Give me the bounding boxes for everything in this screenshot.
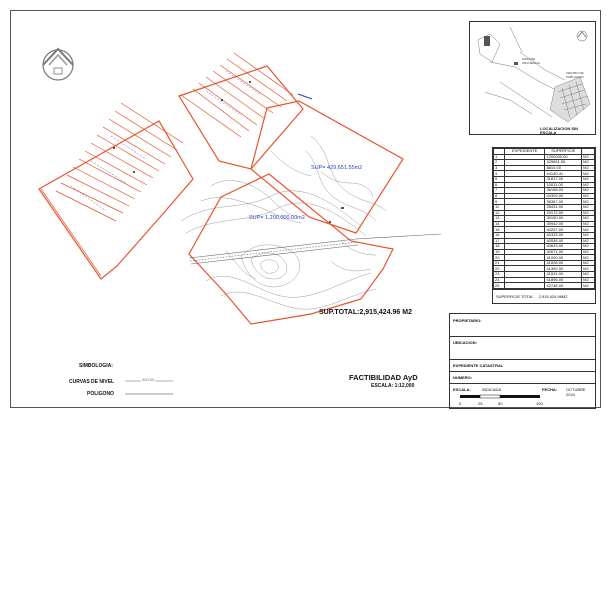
legend-curvas-sample: 500.00	[142, 377, 155, 382]
table-cell: 2	[494, 160, 505, 166]
table-cell: M2	[582, 266, 595, 272]
table-footer-label: SUPERFICIE TOTAL	[496, 293, 534, 299]
table-cell: 5	[494, 176, 505, 182]
table-cell: 7	[494, 188, 505, 194]
table-cell: M2	[582, 160, 595, 166]
table-cell: 41000.00	[545, 255, 582, 261]
table-cell: 40671.00	[545, 249, 582, 255]
table-cell: M2	[582, 204, 595, 210]
table-cell: 28431.00	[545, 204, 582, 210]
parcel-label-1: SUP= 429,651.55m2	[311, 165, 363, 171]
table-cell: 20	[494, 255, 505, 261]
fecha-label: FECHA:	[542, 387, 558, 392]
expediente-label: EXPEDIENTE CATASTRAL	[453, 363, 504, 368]
legend-title: SIMBOLOGIA:	[79, 363, 113, 369]
location-map	[469, 21, 596, 135]
table-cell: M2	[582, 216, 595, 222]
road	[189, 234, 441, 264]
table-cell	[504, 283, 545, 289]
table-cell: 13	[494, 216, 505, 222]
table-cell: M2	[582, 249, 595, 255]
legend-curvas-label: CURVAS DE NIVEL	[69, 379, 115, 385]
table-cell: 23	[494, 272, 505, 278]
scale-tick: 25	[478, 401, 483, 406]
numero-label: NUMERO:	[453, 375, 473, 380]
table-cell: M2	[582, 244, 595, 250]
parcel-polygons	[39, 66, 403, 324]
table-footer-value: 2,915,424.96M2	[538, 293, 568, 299]
escala-value: INDICADA	[482, 387, 502, 392]
propietario-label: PROPIETARIO:	[453, 318, 482, 323]
table-cell: 38158.00	[545, 188, 582, 194]
svg-text:ZONA DE: ZONA DE	[522, 57, 536, 61]
escala-label: ESCALA:	[453, 387, 471, 392]
table-header-cell: SUPERFICIE	[545, 149, 582, 155]
table-row	[494, 283, 595, 289]
table-cell: M2	[582, 277, 595, 283]
table-cell: 12	[494, 210, 505, 216]
table-cell: M2	[582, 232, 595, 238]
table-cell: 41524.00	[545, 272, 582, 278]
contour-lines	[181, 136, 386, 309]
table-cell: M2	[582, 210, 595, 216]
table-cell: M2	[582, 176, 595, 182]
table-cell: 17	[494, 238, 505, 244]
table-cell: 40309.00	[545, 193, 582, 199]
scale-tick: 100	[536, 401, 543, 406]
table-cell: M2	[582, 199, 595, 205]
table-cell: M2	[582, 154, 595, 160]
table-footer	[493, 289, 595, 303]
table-cell: M2	[582, 171, 595, 177]
table-cell: M2	[582, 227, 595, 233]
table-cell: 31817.00	[545, 176, 582, 182]
table-cell: M2	[582, 255, 595, 261]
svg-text:INFLUENCIA: INFLUENCIA	[522, 61, 540, 65]
table-cell: 39942.00	[545, 221, 582, 227]
table-cell: 14	[494, 221, 505, 227]
table-cell: M2	[582, 165, 595, 171]
table-cell: 15	[494, 227, 505, 233]
svg-text:CENTRO DE: CENTRO DE	[566, 71, 584, 75]
table-cell: 1200000.00	[545, 154, 582, 160]
site-map	[11, 11, 451, 331]
table-cell: 40333.00	[545, 232, 582, 238]
table-cell: M2	[582, 182, 595, 188]
table-cell: 42748.00	[545, 283, 582, 289]
table-cell: 21	[494, 260, 505, 266]
title-block	[449, 313, 596, 409]
table-cell: 6	[494, 182, 505, 188]
table-cell: 4	[494, 171, 505, 177]
legend-poligono-symbol	[123, 390, 175, 398]
expediente-table	[493, 148, 595, 289]
table-cell: 1	[494, 154, 505, 160]
table-cell: 39150.00	[545, 216, 582, 222]
location-map-caption: LOCALIZACION SIN ESCALA	[540, 126, 578, 135]
scale-tick: 50	[498, 401, 503, 406]
project-title: FACTIBILIDAD AyD	[349, 373, 418, 382]
table-cell: 36367.00	[545, 199, 582, 205]
table-cell: 40536.00	[545, 238, 582, 244]
ubicacion-label: UBICACION:	[453, 340, 477, 345]
table-cell: M2	[582, 221, 595, 227]
table-cell: 40643.00	[545, 244, 582, 250]
table-cell: M2	[582, 238, 595, 244]
table-cell: 9	[494, 199, 505, 205]
table-cell: 11	[494, 204, 505, 210]
table-cell: 22	[494, 266, 505, 272]
fecha-value: OCTUBRE 2024	[566, 387, 586, 397]
table-cell: 41392.00	[545, 266, 582, 272]
table-cell: 8	[494, 193, 505, 199]
table-cell: 41896.00	[545, 277, 582, 283]
project-scale: ESCALA: 1:12,000	[371, 383, 415, 389]
table-cell: M2	[582, 260, 595, 266]
table-cell: 29172.00	[545, 210, 582, 216]
parcel-label-2: SUP= 1,200,000.00m2	[249, 215, 305, 221]
table-cell: 3	[494, 165, 505, 171]
legend-poligono-label: POLIGONO	[87, 391, 114, 397]
table-cell: 16	[494, 232, 505, 238]
table-cell: 40257.00	[545, 227, 582, 233]
table-cell: 429651.55	[545, 160, 582, 166]
table-cell: 18	[494, 244, 505, 250]
expediente-table-box	[492, 147, 596, 304]
table-cell: 44140.41	[545, 171, 582, 177]
table-cell: 19	[494, 249, 505, 255]
table-header-cell: EXPEDIENTE	[504, 149, 545, 155]
table-cell: 10011.00	[545, 182, 582, 188]
table-cell: 24	[494, 277, 505, 283]
table-cell: M2	[582, 188, 595, 194]
scale-bar	[458, 393, 548, 407]
svg-text:POBLACION: POBLACION	[566, 75, 584, 79]
table-cell: 25	[494, 283, 505, 289]
table-cell: 8810.00	[545, 165, 582, 171]
table-cell: M2	[582, 283, 595, 289]
table-cell: M2	[582, 272, 595, 278]
table-cell: M2	[582, 193, 595, 199]
table-cell: 41008.00	[545, 260, 582, 266]
total-surface: SUP.TOTAL:2,915,424.96 M2	[319, 309, 412, 316]
drawing-sheet	[10, 10, 601, 408]
scale-tick: 0	[459, 401, 462, 406]
